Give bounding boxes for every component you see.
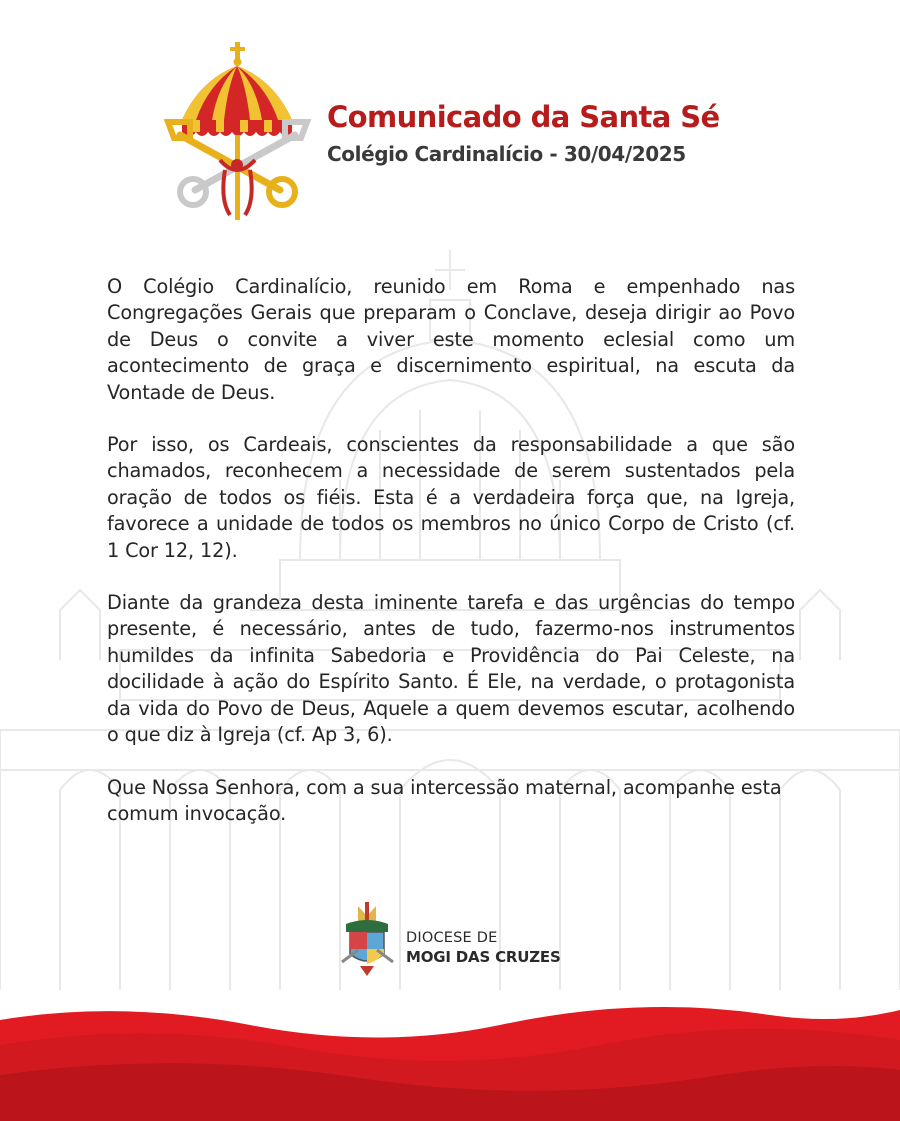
- diocese-name-line2: MOGI DAS CRUZES: [406, 948, 561, 966]
- diocese-name-line1: DIOCESE DE: [406, 930, 498, 946]
- header: [160, 40, 780, 210]
- papal-umbraculum-keys-icon: [160, 40, 315, 225]
- paragraph-4: Que Nossa Senhora, com a sua intercessão maternal, acompanhe esta comum invocação.: [107, 775, 782, 825]
- communique-body: [107, 274, 795, 853]
- page-subtitle: Colégio Cardinalício - 30/04/2025: [327, 142, 686, 166]
- paragraph-1: O Colégio Cardinalício, reunido em Roma e empenhado nas Congregações Gerais que preparam o Conclave, deseja dirigir ao Povo de Deus o convite a viver este momento eclesial como um acontecimento de graça e discernimento espiritual, na escuta da Vontade de Deus.: [107, 275, 795, 404]
- red-wave-footer: [0, 990, 900, 1121]
- paragraph-2: Por isso, os Cardeais, conscientes da responsabilidade a que são chamados, reconhecem a necessidade de serem sustentados pela oração de todos os fiéis. Esta é a verdadeira força que, na Igreja, favorece a unidade de todos os membros no único Corpo de Cristo (cf. 1 Cor 12, 12).: [107, 433, 795, 562]
- paragraph-3: Diante da grandeza desta iminente tarefa e das urgências do tempo presente, é necessário, antes de tudo, fazermo-nos instrumentos humildes da infinita Sabedoria e Providência do Pai Celeste, na docilidade à ação do Espírito Santo. É Ele, na verdade, o protagonista da vida do Povo de Deus, Aquele a quem devemos escutar, acolhendo o que diz à Igreja (cf. Ap 3, 6).: [107, 591, 795, 747]
- diocese-coat-of-arms-icon: [340, 902, 395, 977]
- diocese-logo: [340, 902, 580, 982]
- page-title: Comunicado da Santa Sé: [327, 100, 720, 134]
